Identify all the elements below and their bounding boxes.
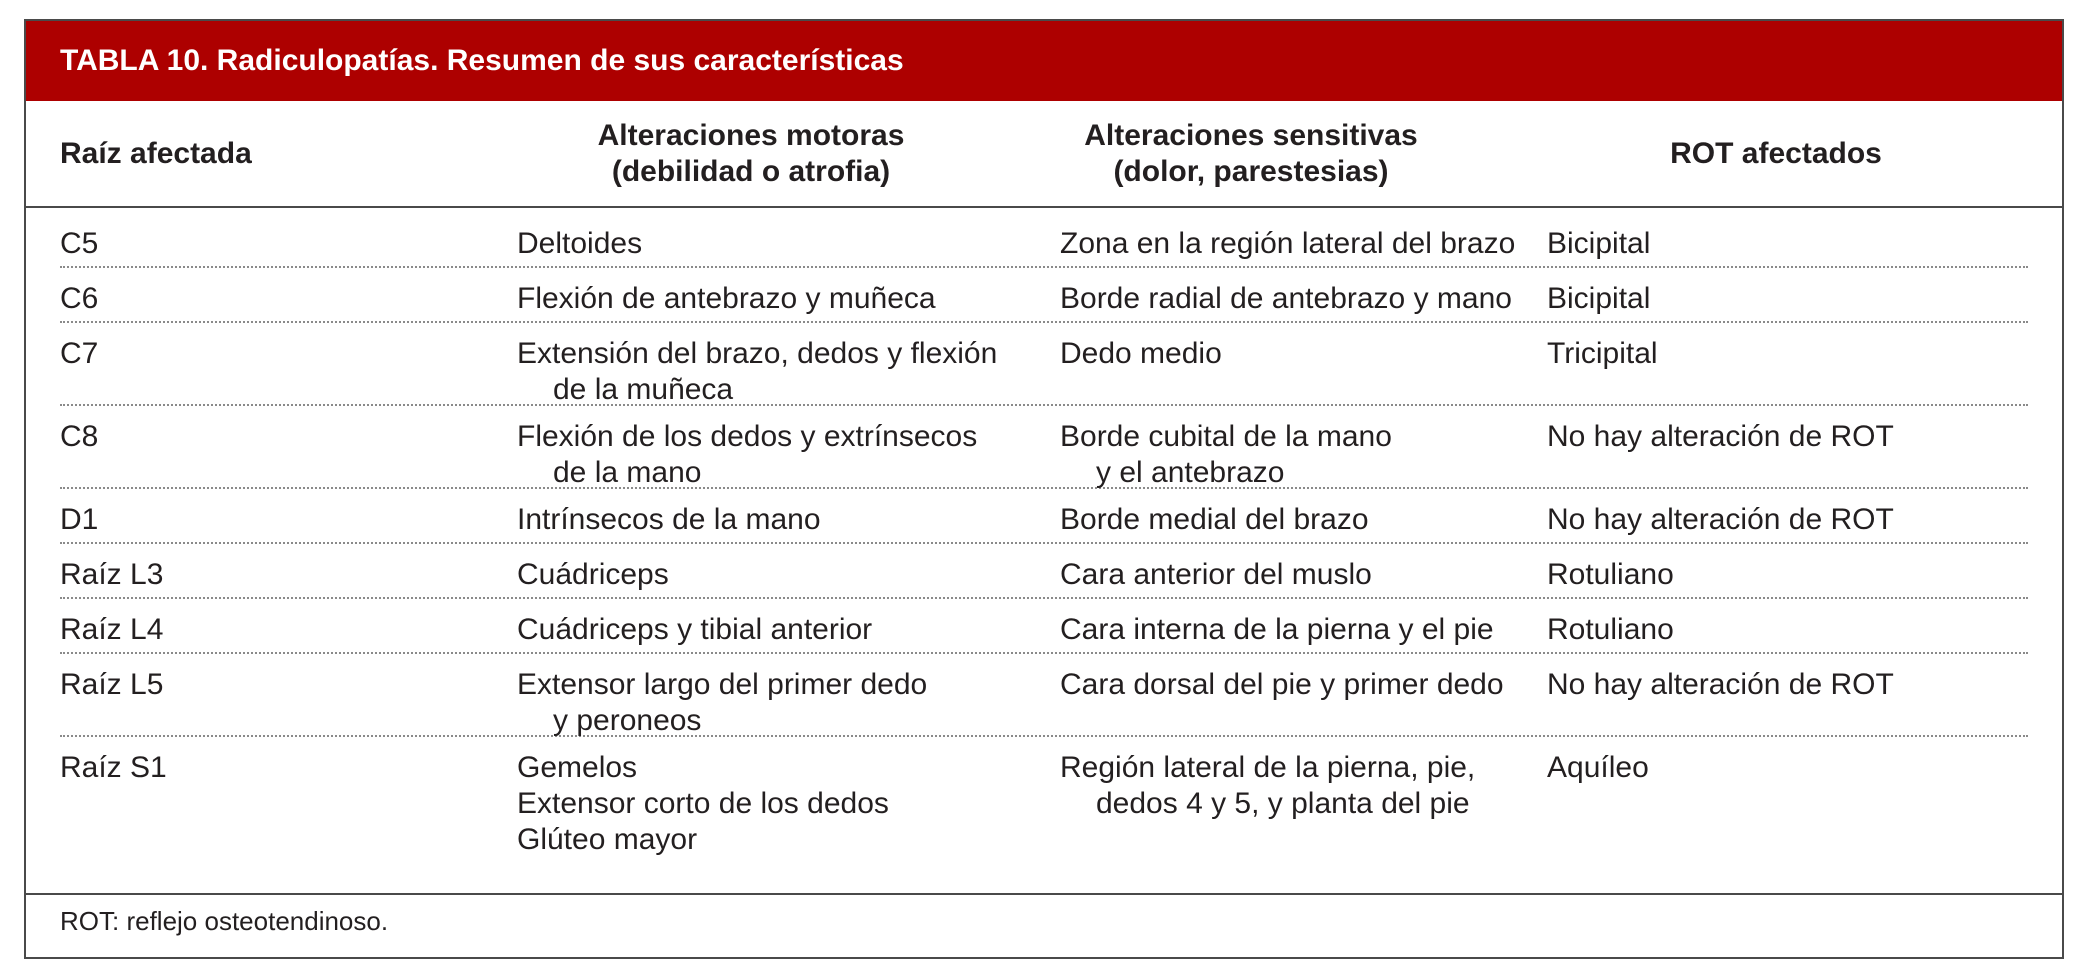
cell-line: Deltoides — [517, 227, 643, 260]
cell-line: Dedo medio — [1060, 337, 1222, 370]
cell-line: C6 — [60, 282, 99, 315]
cell-line: Extensor largo del primer dedo — [517, 668, 928, 701]
cell-rot — [1547, 336, 1658, 372]
cell-line: Rotuliano — [1547, 558, 1674, 591]
cell-line: y peroneos — [553, 704, 702, 737]
cell-line: Raíz L3 — [60, 558, 164, 591]
table-header-row — [26, 101, 2062, 208]
cell-motor — [517, 281, 936, 317]
cell-motor — [517, 750, 889, 858]
cell-root — [60, 336, 98, 372]
cell-root — [60, 557, 163, 593]
cell-line: de la mano — [553, 456, 702, 489]
table-footer — [26, 893, 2062, 961]
cell-line: C5 — [60, 227, 99, 260]
cell-rot — [1547, 612, 1674, 648]
cell-line: D1 — [60, 503, 99, 536]
cell-line: No hay alteración de ROT — [1547, 668, 1894, 701]
cell-line: Rotuliano — [1547, 613, 1674, 646]
table-row — [60, 419, 2028, 489]
cell-motor — [517, 226, 642, 262]
column-header-root: Raíz afectada — [60, 136, 252, 170]
cell-motor — [517, 336, 997, 408]
table-row — [60, 612, 2028, 654]
cell-line: Bicipital — [1547, 227, 1651, 260]
cell-rot — [1547, 226, 1650, 262]
cell-sensory — [1060, 419, 1392, 491]
cell-line: Cuádriceps — [517, 558, 669, 591]
cell-line: Intrínsecos de la mano — [517, 503, 821, 536]
cell-sensory — [1060, 557, 1372, 593]
cell-sensory — [1060, 502, 1369, 538]
cell-line: Cara interna de la pierna y el pie — [1060, 613, 1494, 646]
cell-sensory — [1060, 612, 1494, 648]
table-row — [60, 502, 2028, 544]
cell-motor — [517, 502, 821, 538]
cell-line: Gemelos — [517, 751, 638, 784]
cell-line: Extensión del brazo, dedos y flexión — [517, 337, 998, 370]
cell-line: Flexión de los dedos y extrínsecos — [517, 420, 978, 453]
table-footnote: ROT: reflejo osteotendinoso. — [60, 906, 389, 936]
cell-line: Zona en la región lateral del brazo — [1060, 227, 1516, 260]
cell-rot — [1547, 419, 1894, 455]
cell-rot — [1547, 502, 1894, 538]
cell-line: Cara anterior del muslo — [1060, 558, 1372, 591]
cell-line: Flexión de antebrazo y muñeca — [517, 282, 936, 315]
cell-line: Raíz L5 — [60, 668, 164, 701]
cell-rot — [1547, 667, 1894, 703]
table-row — [60, 750, 2028, 860]
cell-line: Cuádriceps y tibial anterior — [517, 613, 873, 646]
radiculopathy-table — [24, 19, 2064, 959]
cell-line: No hay alteración de ROT — [1547, 503, 1894, 536]
cell-rot — [1547, 281, 1650, 317]
cell-line: C7 — [60, 337, 99, 370]
table-body — [60, 226, 2028, 860]
cell-line: Tricipital — [1547, 337, 1658, 370]
cell-root — [60, 750, 167, 786]
table-row — [60, 667, 2028, 737]
cell-rot — [1547, 750, 1649, 786]
cell-sensory — [1060, 750, 1475, 822]
cell-sensory — [1060, 226, 1515, 262]
cell-line: Cara dorsal del pie y primer dedo — [1060, 668, 1504, 701]
table-row — [60, 226, 2028, 268]
cell-line: de la muñeca — [553, 373, 734, 406]
cell-motor — [517, 667, 927, 739]
cell-rot — [1547, 557, 1674, 593]
cell-root — [60, 419, 98, 455]
table-row — [60, 557, 2028, 599]
cell-root — [60, 502, 98, 538]
column-header-rot: ROT afectados — [1670, 136, 1882, 170]
cell-line: y el antebrazo — [1096, 456, 1285, 489]
cell-line: Borde cubital de la mano — [1060, 420, 1392, 453]
cell-line: dedos 4 y 5, y planta del pie — [1096, 787, 1470, 820]
cell-sensory — [1060, 336, 1222, 372]
cell-line: Raíz L4 — [60, 613, 164, 646]
cell-line: Región lateral de la pierna, pie, — [1060, 751, 1476, 784]
cell-line: Glúteo mayor — [517, 823, 698, 856]
cell-motor — [517, 612, 872, 648]
cell-line: C8 — [60, 420, 99, 453]
column-header-motor: Alteraciones motoras (debilidad o atrofia) — [597, 118, 905, 188]
table-title: TABLA 10. Radiculopatías. Resumen de sus características — [26, 21, 2062, 101]
cell-line: No hay alteración de ROT — [1547, 420, 1894, 453]
cell-line: Extensor corto de los dedos — [517, 787, 889, 820]
cell-root — [60, 667, 163, 703]
cell-root — [60, 612, 163, 648]
cell-line: Borde medial del brazo — [1060, 503, 1369, 536]
cell-motor — [517, 557, 669, 593]
cell-sensory — [1060, 667, 1504, 703]
table-row — [60, 281, 2028, 323]
cell-line: Borde radial de antebrazo y mano — [1060, 282, 1512, 315]
cell-root — [60, 281, 98, 317]
cell-line: Bicipital — [1547, 282, 1651, 315]
cell-sensory — [1060, 281, 1512, 317]
cell-line: Aquíleo — [1547, 751, 1649, 784]
column-header-sensory: Alteraciones sensitivas (dolor, parestesias) — [1084, 118, 1418, 188]
cell-root — [60, 226, 98, 262]
table-row — [60, 336, 2028, 406]
cell-line: Raíz S1 — [60, 751, 167, 784]
cell-motor — [517, 419, 977, 491]
